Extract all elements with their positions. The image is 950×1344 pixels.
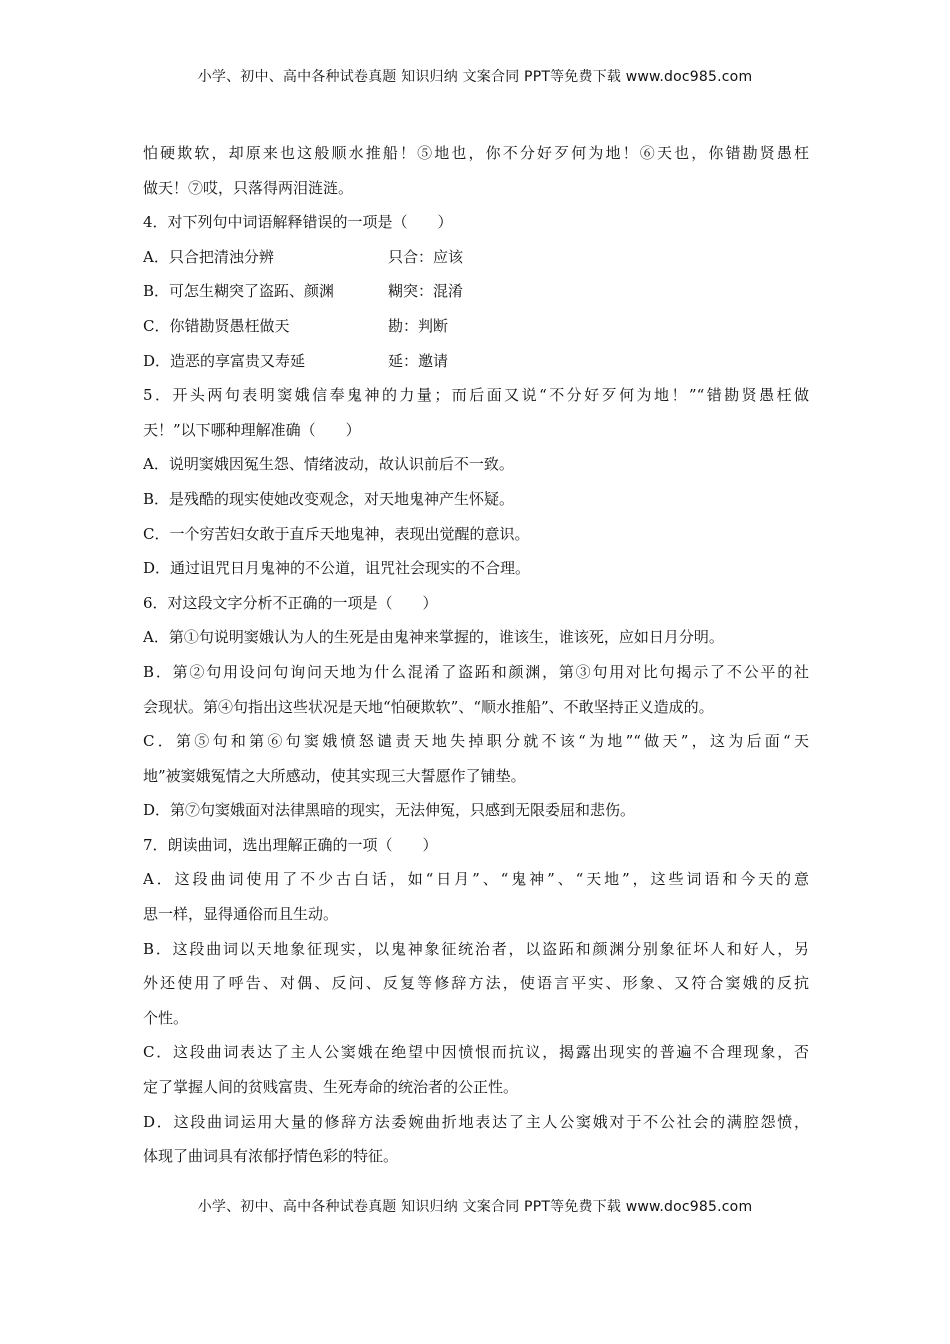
option-gloss: 糊突：混淆 [388, 282, 464, 301]
question-7-option-c: C．这段曲词表达了主人公窦娥在绝望中因愤恨而抗议，揭露出现实的普遍不合理现象，否 [143, 1043, 809, 1062]
header-banner: 小学、初中、高中各种试卷真题 知识归纳 文案合同 PPT等免费下载 www.doc985.com [197, 69, 753, 85]
question-5-stem: 天！”以下哪种理解准确（ ） [143, 420, 361, 439]
question-5-option-b: B．是残酷的现实使她改变观念，对天地鬼神产生怀疑。 [143, 489, 515, 508]
question-7-option-c: 定了掌握人间的贫贱富贵、生死寿命的统治者的公正性。 [143, 1078, 519, 1097]
option-gloss: 只合：应该 [388, 247, 464, 266]
question-5-stem: 5．开头两句表明窦娥信奉鬼神的力量；而后面又说“不分好歹何为地！”“错勘贤愚枉做 [143, 386, 809, 405]
option-text: A．只合把清浊分辨 [143, 247, 274, 266]
question-4-option-c [143, 309, 809, 344]
footer-banner: 小学、初中、高中各种试卷真题 知识归纳 文案合同 PPT等免费下载 www.doc985.com [197, 1199, 753, 1215]
option-gloss: 勘：判断 [388, 316, 449, 335]
question-7-option-d: D．这段曲词运用大量的修辞方法委婉曲折地表达了主人公窦娥对于不公社会的满腔怨愤， [143, 1112, 809, 1131]
option-text: B．可怎生糊突了盗跖、颜渊 [143, 282, 335, 301]
question-4-option-d [143, 344, 809, 379]
question-6-option-b: 会现状。第④句指出这些状况是天地“怕硬欺软”、“顺水推船”、不敢坚持正义造成的。 [143, 697, 714, 716]
question-7-option-d: 体现了曲词具有浓郁抒情色彩的特征。 [143, 1147, 399, 1166]
question-5-option-c: C．一个穷苦妇女敢于直斥天地鬼神，表现出觉醒的意识。 [143, 524, 530, 543]
passage-line: 做天！⑦哎，只落得两泪涟涟。 [143, 178, 354, 197]
question-4-option-a [143, 240, 809, 275]
question-7-option-a: A．这段曲词使用了不少古白话，如“日月”、“鬼神”、“天地”，这些词语和今天的意 [143, 870, 809, 889]
question-7-stem: 7．朗读曲词，选出理解正确的一项（ ） [143, 835, 438, 854]
question-7-option-b: B．这段曲词以天地象征现实，以鬼神象征统治者，以盗跖和颜渊分别象征坏人和好人，另 [143, 939, 809, 958]
option-gloss: 延：邀请 [388, 351, 449, 370]
question-6-option-a: A．第①句说明窦娥认为人的生死是由鬼神来掌握的，谁该生，谁该死，应如日月分明。 [143, 628, 724, 647]
question-6-option-c: C．第⑤句和第⑥句窦娥愤怒谴责天地失掉职分就不该“为地”“做天”，这为后面“天 [143, 732, 809, 751]
question-7-option-b: 个性。 [143, 1008, 189, 1027]
question-5-option-a: A．说明窦娥因冤生怨、情绪波动，故认识前后不一致。 [143, 455, 514, 474]
question-6-option-d: D．第⑦句窦娥面对法律黑暗的现实，无法伸冤，只感到无限委屈和悲伤。 [143, 801, 636, 820]
question-7-option-b: 外还使用了呼告、对偶、反问、反复等修辞方法，使语言平实、形象、又符合窦娥的反抗 [143, 974, 809, 993]
question-4-stem: 4．对下列句中词语解释错误的一项是（ ） [143, 213, 453, 232]
question-7-option-a: 思一样，显得通俗而且生动。 [143, 905, 339, 924]
option-text: C．你错勘贤愚枉做天 [143, 316, 290, 335]
passage-line: 怕硬欺软，却原来也这般顺水推船！⑤地也，你不分好歹何为地！⑥天也，你错勘贤愚枉 [143, 144, 809, 162]
question-6-stem: 6．对这段文字分析不正确的一项是（ ） [143, 593, 438, 612]
question-6-option-c: 地”被窦娥冤情之大所感动，使其实现三大誓愿作了铺垫。 [143, 766, 526, 785]
question-4-option-b [143, 274, 809, 309]
question-5-option-d: D．通过诅咒日月鬼神的不公道，诅咒社会现实的不合理。 [143, 559, 531, 578]
exam-content [143, 136, 809, 1174]
option-text: D．造恶的享富贵又寿延 [143, 351, 306, 370]
question-6-option-b: B．第②句用设问句询问天地为什么混淆了盗跖和颜渊，第③句用对比句揭示了不公平的社 [143, 662, 809, 681]
